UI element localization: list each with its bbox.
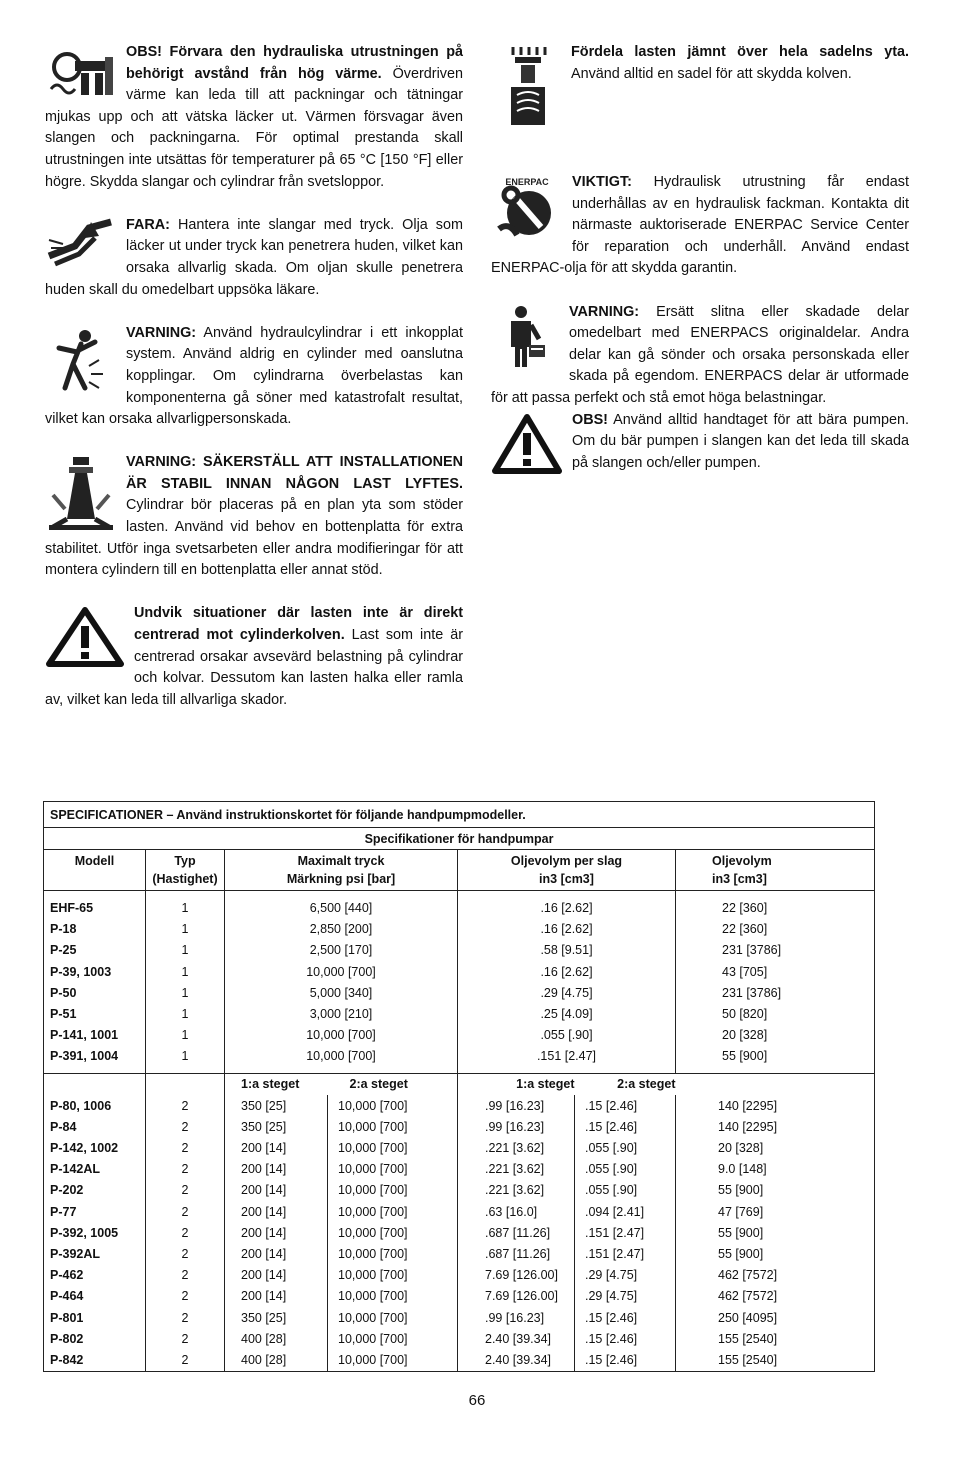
cell-model: P-392, 1005 <box>44 1222 146 1243</box>
notice-hose-text: Hantera inte slangar med tryck. Olja som läcker ut under tryck kan penetrera huden, vilket kan orsaka allvarlig skada. Om oljan skulle penetrera huden skall du omedelbart uppsöka läkare. <box>45 216 463 298</box>
cell-oil-volume: 55 [900] <box>676 1046 875 1067</box>
cell-type: 2 <box>146 1349 225 1371</box>
cell-oil-volume: 250 [4095] <box>676 1307 875 1328</box>
table-row <box>44 1349 875 1371</box>
cell-stroke-stage-1: 7.69 [126.00] <box>458 1286 575 1307</box>
cell-model: P-77 <box>44 1201 146 1222</box>
cell-stroke-volume: .16 [2.62] <box>458 961 676 982</box>
table-row <box>44 897 875 918</box>
cell-oil-volume: 20 [328] <box>676 1025 875 1046</box>
heat-icon <box>45 45 117 101</box>
falling-person-icon <box>45 326 117 392</box>
table-row <box>44 1307 875 1328</box>
cell-pressure-stage-1: 350 [25] <box>225 1307 328 1328</box>
saddle-load-icon <box>507 45 549 127</box>
cell-stroke-stage-1: .221 [3.62] <box>458 1180 575 1201</box>
cell-oil-volume: 140 [2295] <box>676 1095 875 1116</box>
cell-stroke-stage-2: .15 [2.46] <box>575 1307 676 1328</box>
stage-header-pressure-1: 1:a steget <box>225 1073 328 1095</box>
cell-model: P-50 <box>44 982 146 1003</box>
hose-pressure-icon <box>45 218 117 268</box>
cell-stroke-stage-2: .151 [2.47] <box>575 1222 676 1243</box>
cell-pressure-stage-1: 350 [25] <box>225 1116 328 1137</box>
notice-parts-text: Ersätt slitna eller skadade delar omedelbart med ENERPACS originaldelar. Andra delar kan gå sönder och orsaka personskada eller skada på egendom. ENERPACS delar är utformade för att passa perfekt och stå emot höga belastningar. <box>491 303 909 406</box>
cell-stroke-stage-2: .15 [2.46] <box>575 1328 676 1349</box>
table-row <box>44 1222 875 1243</box>
table-row <box>44 1159 875 1180</box>
cell-oil-volume: 43 [705] <box>676 961 875 982</box>
cell-pressure-stage-2: 10,000 [700] <box>328 1349 458 1371</box>
spec-table <box>43 801 875 1372</box>
table-row <box>44 1180 875 1201</box>
cell-oil-volume: 231 [3786] <box>676 982 875 1003</box>
notice-stability-bold: VARNING: SÄKERSTÄLL ATT INSTALLATIONEN ÄR STABIL INNAN NÅGON LAST LYFTES. <box>126 454 463 492</box>
notice-saddle-bold: Fördela lasten jämnt över hela sadelns yta. <box>571 44 909 60</box>
cell-oil-volume: 22 [360] <box>676 919 875 940</box>
cell-stroke-stage-1: .221 [3.62] <box>458 1137 575 1158</box>
left-column <box>45 42 463 733</box>
stage-header-empty <box>676 1073 875 1095</box>
cell-pressure: 2,500 [170] <box>225 940 458 961</box>
stage-header-row <box>44 1073 875 1095</box>
header-oil-volume: Oljevolym in3 [cm3] <box>676 850 875 891</box>
cell-pressure-stage-1: 200 [14] <box>225 1222 328 1243</box>
cell-pressure-stage-2: 10,000 [700] <box>328 1116 458 1137</box>
cell-pressure-stage-1: 200 [14] <box>225 1137 328 1158</box>
notice-service-bold: VIKTIGT: <box>572 174 632 190</box>
cell-pressure-stage-2: 10,000 [700] <box>328 1137 458 1158</box>
cell-model: P-801 <box>44 1307 146 1328</box>
cell-oil-volume: 55 [900] <box>676 1180 875 1201</box>
cell-pressure-stage-1: 200 [14] <box>225 1159 328 1180</box>
page-number: 66 <box>468 1392 486 1409</box>
notice-hose-bold: FARA: <box>126 216 170 233</box>
notice-cylinder-bold: VARNING: <box>126 324 197 341</box>
cell-type: 2 <box>146 1095 225 1116</box>
cell-stroke-volume: .16 [2.62] <box>458 897 676 918</box>
cell-model: P-842 <box>44 1349 146 1371</box>
cell-type: 2 <box>146 1222 225 1243</box>
cell-pressure-stage-2: 10,000 [700] <box>328 1286 458 1307</box>
notice-stability <box>45 452 463 582</box>
table-row <box>44 1025 875 1046</box>
cylinder-stability-icon <box>45 455 117 531</box>
cell-pressure-stage-1: 350 [25] <box>225 1095 328 1116</box>
cell-model: P-51 <box>44 1003 146 1024</box>
stage-header-pressure-2: 2:a steget <box>328 1073 458 1095</box>
cell-pressure-stage-2: 10,000 [700] <box>328 1243 458 1264</box>
cell-oil-volume: 47 [769] <box>676 1201 875 1222</box>
cell-oil-volume: 462 [7572] <box>676 1265 875 1286</box>
cell-stroke-volume: .055 [.90] <box>458 1025 676 1046</box>
notice-handle-bold: OBS! <box>572 411 608 428</box>
cell-pressure: 3,000 [210] <box>225 1003 458 1024</box>
cell-type: 1 <box>146 919 225 940</box>
notice-service-text: Hydraulisk utrustning får endast underhållas av en hydraulisk fackman. Kontakta dit närmaste auktoriserade ENERPAC Service Center för reparation och underhåll. Använd endast ENERPAC-olja för att skydda garantin. <box>491 174 909 277</box>
header-pressure: Maximalt tryck Märkning psi [bar] <box>225 850 458 891</box>
cell-pressure-stage-1: 400 [28] <box>225 1328 328 1349</box>
header-type: Typ (Hastighet) <box>146 850 225 891</box>
cell-pressure: 6,500 [440] <box>225 897 458 918</box>
notice-handle-text: Använd alltid handtaget för att bära pumpen. Om du bär pumpen i slangen kan det leda till skada på slangen och/eller pumpen. <box>572 411 909 471</box>
cell-pressure: 10,000 [700] <box>225 961 458 982</box>
header-stroke-volume: Oljevolym per slag in3 [cm3] <box>458 850 676 891</box>
table-row <box>44 1095 875 1116</box>
cell-pressure-stage-1: 200 [14] <box>225 1265 328 1286</box>
cell-model: P-464 <box>44 1286 146 1307</box>
cell-model: EHF-65 <box>44 897 146 918</box>
cell-stroke-stage-2: .151 [2.47] <box>575 1243 676 1264</box>
cell-pressure-stage-1: 200 [14] <box>225 1201 328 1222</box>
cell-pressure: 5,000 [340] <box>225 982 458 1003</box>
cell-model: P-202 <box>44 1180 146 1201</box>
cell-type: 2 <box>146 1137 225 1158</box>
cell-stroke-stage-1: 2.40 [39.34] <box>458 1328 575 1349</box>
cell-pressure-stage-1: 200 [14] <box>225 1180 328 1201</box>
notice-saddle-text: Använd alltid en sadel för att skydda kolven. <box>571 65 852 82</box>
cell-stroke-stage-2: .29 [4.75] <box>575 1265 676 1286</box>
notice-hose-danger <box>45 215 463 301</box>
cell-model: P-84 <box>44 1116 146 1137</box>
cell-oil-volume: 22 [360] <box>676 897 875 918</box>
notice-saddle <box>491 42 909 129</box>
cell-pressure: 2,850 [200] <box>225 919 458 940</box>
cell-stroke-stage-1: .687 [11.26] <box>458 1243 575 1264</box>
table-row <box>44 1201 875 1222</box>
table-row <box>44 1328 875 1349</box>
table-row <box>44 1003 875 1024</box>
cell-model: P-391, 1004 <box>44 1046 146 1067</box>
cell-type: 2 <box>146 1180 225 1201</box>
cell-stroke-stage-2: .055 [.90] <box>575 1137 676 1158</box>
cell-pressure-stage-2: 10,000 [700] <box>328 1265 458 1286</box>
warning-triangle-icon <box>491 413 563 475</box>
cell-pressure-stage-1: 200 [14] <box>225 1286 328 1307</box>
table-title: SPECIFICATIONER – Använd instruktionskortet för följande handpumpmodeller. <box>44 802 875 828</box>
cell-stroke-volume: .29 [4.75] <box>458 982 676 1003</box>
cell-stroke-volume: .151 [2.47] <box>458 1046 676 1067</box>
cell-stroke-stage-1: .687 [11.26] <box>458 1222 575 1243</box>
cell-stroke-stage-2: .15 [2.46] <box>575 1095 676 1116</box>
cell-type: 1 <box>146 982 225 1003</box>
notice-handle <box>491 410 909 477</box>
cell-pressure: 10,000 [700] <box>225 1046 458 1067</box>
cell-model: P-462 <box>44 1265 146 1286</box>
cell-oil-volume: 20 [328] <box>676 1137 875 1158</box>
table-row <box>44 1046 875 1067</box>
cell-pressure-stage-1: 400 [28] <box>225 1349 328 1371</box>
cell-pressure-stage-2: 10,000 [700] <box>328 1159 458 1180</box>
cell-model: P-392AL <box>44 1243 146 1264</box>
cell-stroke-stage-2: .15 [2.46] <box>575 1116 676 1137</box>
cell-type: 1 <box>146 1025 225 1046</box>
cell-oil-volume: 462 [7572] <box>676 1286 875 1307</box>
notice-centered-load <box>45 603 463 711</box>
cell-stroke-stage-1: .99 [16.23] <box>458 1095 575 1116</box>
notice-heat-bold: OBS! Förvara den hydrauliska utrustningen på behörigt avstånd från hög värme. <box>126 44 463 82</box>
cell-type: 2 <box>146 1201 225 1222</box>
cell-stroke-stage-2: .055 [.90] <box>575 1180 676 1201</box>
cell-stroke-stage-2: .094 [2.41] <box>575 1201 676 1222</box>
table-row <box>44 961 875 982</box>
cell-stroke-stage-2: .055 [.90] <box>575 1159 676 1180</box>
enerpac-service-icon <box>491 175 563 241</box>
cell-type: 2 <box>146 1307 225 1328</box>
cell-stroke-stage-1: .221 [3.62] <box>458 1159 575 1180</box>
cell-model: P-39, 1003 <box>44 961 146 982</box>
notice-heat <box>45 42 463 193</box>
cell-model: P-142AL <box>44 1159 146 1180</box>
cell-model: P-80, 1006 <box>44 1095 146 1116</box>
table-row <box>44 1243 875 1264</box>
notice-stability-text: Cylindrar bör placeras på en plan yta som stöder lasten. Använd vid behov en bottenplatta för extra stabilitet. Utför inga svetsarbeten eller andra modifieringar för att montera cylindern till en bottenplatta eller annat stöd. <box>45 497 463 579</box>
cell-model: P-141, 1001 <box>44 1025 146 1046</box>
cell-pressure-stage-2: 10,000 [700] <box>328 1180 458 1201</box>
header-model: Modell <box>44 850 146 891</box>
cell-type: 2 <box>146 1159 225 1180</box>
cell-oil-volume: 155 [2540] <box>676 1349 875 1371</box>
table-row <box>44 982 875 1003</box>
cell-stroke-stage-1: .99 [16.23] <box>458 1116 575 1137</box>
worker-parts-icon <box>503 305 547 369</box>
stage-header-empty <box>146 1073 225 1095</box>
cell-stroke-volume: .16 [2.62] <box>458 919 676 940</box>
stage-header-stroke-2: 2:a steget <box>575 1073 676 1095</box>
cell-pressure-stage-2: 10,000 [700] <box>328 1201 458 1222</box>
cell-oil-volume: 50 [820] <box>676 1003 875 1024</box>
cell-type: 1 <box>146 897 225 918</box>
cell-type: 2 <box>146 1265 225 1286</box>
cell-stroke-stage-1: .63 [16.0] <box>458 1201 575 1222</box>
notice-cylinder-system <box>45 323 463 431</box>
cell-oil-volume: 55 [900] <box>676 1222 875 1243</box>
notice-centered-bold: Undvik situationer där lasten inte är direkt centrerad mot cylinderkolven. <box>134 605 463 644</box>
table-row <box>44 1265 875 1286</box>
cell-model: P-802 <box>44 1328 146 1349</box>
notice-centered-text: Last som inte är centrerad orsakar avsevärd belastning på cylindrar och kolvar. Dessutom kan lasten halka eller ramla av, vilket kan leda till allvarliga skador. <box>45 627 463 708</box>
enerpac-logo-text: ENERPAC <box>505 177 549 187</box>
table-row <box>44 1116 875 1137</box>
cell-model: P-142, 1002 <box>44 1137 146 1158</box>
notice-parts <box>491 302 909 410</box>
cell-type: 1 <box>146 961 225 982</box>
cell-pressure-stage-1: 200 [14] <box>225 1243 328 1264</box>
cell-stroke-stage-1: 7.69 [126.00] <box>458 1265 575 1286</box>
cell-stroke-stage-1: .99 [16.23] <box>458 1307 575 1328</box>
cell-oil-volume: 140 [2295] <box>676 1116 875 1137</box>
notice-parts-bold: VARNING: <box>569 303 640 320</box>
cell-oil-volume: 231 [3786] <box>676 940 875 961</box>
warning-triangle-icon <box>45 606 125 668</box>
cell-stroke-stage-2: .15 [2.46] <box>575 1349 676 1371</box>
table-row <box>44 919 875 940</box>
cell-stroke-stage-1: 2.40 [39.34] <box>458 1349 575 1371</box>
table-subtitle: Specifikationer för handpumpar <box>44 828 875 850</box>
cell-type: 2 <box>146 1243 225 1264</box>
cell-stroke-volume: .25 [4.09] <box>458 1003 676 1024</box>
cell-type: 1 <box>146 940 225 961</box>
cell-pressure-stage-2: 10,000 [700] <box>328 1328 458 1349</box>
cell-model: P-18 <box>44 919 146 940</box>
stage-header-empty <box>44 1073 146 1095</box>
notice-heat-text: Överdriven värme kan leda till att packningar och tätningar mjukas upp och att vätska läcker ut. Värmen försvagar även slangen och packningarna. För optimal prestanda skall utrustningen inte utsättas för temperaturer på 65 °C [150 °F] eller högre. Skydda slangar och cylindrar från svetsloppor. <box>45 65 463 190</box>
table-row <box>44 940 875 961</box>
cell-type: 2 <box>146 1116 225 1137</box>
stage-header-stroke-1: 1:a steget <box>458 1073 575 1095</box>
cell-oil-volume: 9.0 [148] <box>676 1159 875 1180</box>
cell-type: 2 <box>146 1328 225 1349</box>
cell-pressure-stage-2: 10,000 [700] <box>328 1222 458 1243</box>
table-row <box>44 1286 875 1307</box>
cell-type: 1 <box>146 1046 225 1067</box>
right-column <box>491 42 909 498</box>
cell-model: P-25 <box>44 940 146 961</box>
cell-pressure-stage-2: 10,000 [700] <box>328 1307 458 1328</box>
cell-pressure-stage-2: 10,000 [700] <box>328 1095 458 1116</box>
cell-stroke-stage-2: .29 [4.75] <box>575 1286 676 1307</box>
cell-type: 2 <box>146 1286 225 1307</box>
cell-stroke-volume: .58 [9.51] <box>458 940 676 961</box>
table-row <box>44 1137 875 1158</box>
cell-oil-volume: 55 [900] <box>676 1243 875 1264</box>
cell-type: 1 <box>146 1003 225 1024</box>
notice-service <box>491 172 909 280</box>
cell-oil-volume: 155 [2540] <box>676 1328 875 1349</box>
cell-pressure: 10,000 [700] <box>225 1025 458 1046</box>
notice-cylinder-text: Använd hydraulcylindrar i ett inkopplat system. Använd aldrig en cylinder med oanslutna kopplingar. Om cylindrarna överbelastas kan komponenterna gå söner med katastrofalt resultat, vilket kan orsaka allvarligpersonskada. <box>45 324 463 428</box>
